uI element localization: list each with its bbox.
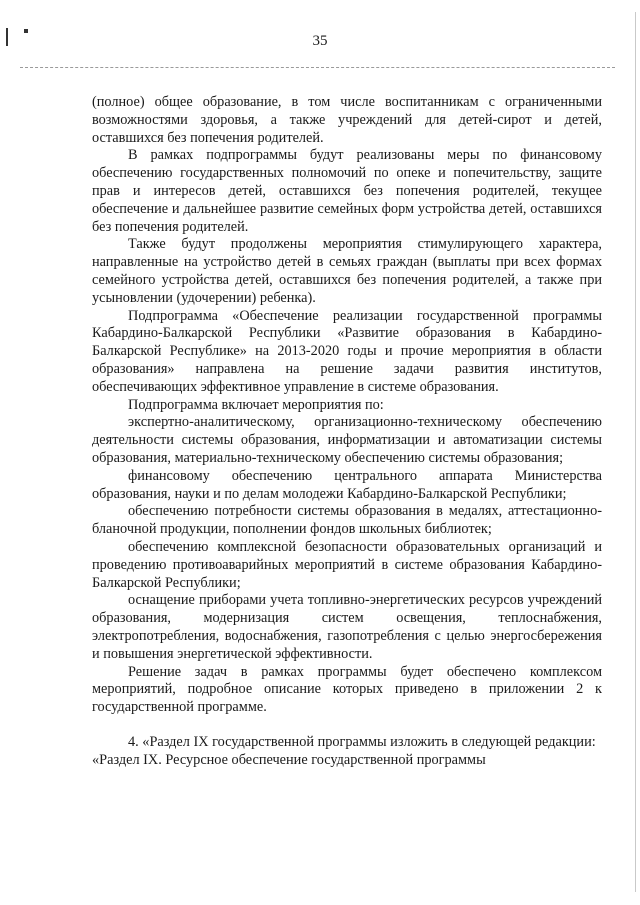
header-divider	[20, 67, 615, 68]
paragraph: (полное) общее образование, в том числе воспитанникам с ограниченными возможностями здоровья, а также учреждений для детей-сирот и детей, оставшихся без попечения родителей.	[92, 94, 602, 146]
scan-right-edge	[635, 12, 636, 892]
document-body	[92, 94, 602, 769]
page-number: 35	[312, 33, 328, 49]
list-item: оснащение приборами учета топливно-энергетических ресурсов учреждений образования, модернизация систем освещения, теплоснабжения, электропотребления, водоснабжения, газопотребления с целью энергосбережения и повышения энергетической эффективности.	[92, 592, 602, 662]
list-item: обеспечению комплексной безопасности образовательных организаций и проведению противоаварийных мероприятий в системе образования Кабардино-Балкарской Республики;	[92, 538, 602, 591]
amendment-heading: 4. «Раздел IX государственной программы изложить в следующей редакции:	[128, 733, 596, 750]
paragraph: Подпрограмма включает мероприятия по:	[128, 396, 384, 413]
paragraph: Также будут продолжены мероприятия стимулирующего характера, направленные на устройство детей в семьях граждан (выплаты при всех формах семейного устройства детей, оставшихся без попечения родителей, а также при усыновлении (удочерении) ребенка).	[92, 236, 602, 306]
list-item: обеспечению потребности системы образования в медалях, аттестационно-бланочной продукции, пополнении фондов школьных библиотек;	[92, 503, 602, 538]
paragraph: В рамках подпрограммы будут реализованы меры по финансовому обеспечению государственных полномочий по опеке и попечительству, защите прав и интересов детей, оставшихся без попечения родителей, текущее обеспечение и дальнейшее развитие семейных форм устройства детей, оставшихся без попечения родителей.	[92, 147, 602, 235]
list-item: финансовому обеспечению центрального аппарата Министерства образования, науки и по делам молодежи Кабардино-Балкарской Республики;	[92, 467, 602, 502]
section-title: «Раздел IX. Ресурсное обеспечение государственной программы	[92, 751, 486, 768]
paragraph: Подпрограмма «Обеспечение реализации государственной программы Кабардино-Балкарской Республики «Развитие образования в Кабардино-Балкарской Республике» на 2013-2020 годы и прочие мероприятия в области образования» направлена на решение задачи развития институтов, обеспечивающих эффективное управление в системе образования.	[92, 307, 602, 395]
paragraph: Решение задач в рамках программы будет обеспечено комплексом мероприятий, подробное описание которых приведено в приложении 2 к государственной программе.	[92, 663, 602, 716]
list-item: экспертно-аналитическому, организационно-техническому обеспечению деятельности системы образования, информатизации и автоматизации системы образования, материально-техническому обеспечению системы образования;	[92, 414, 602, 466]
